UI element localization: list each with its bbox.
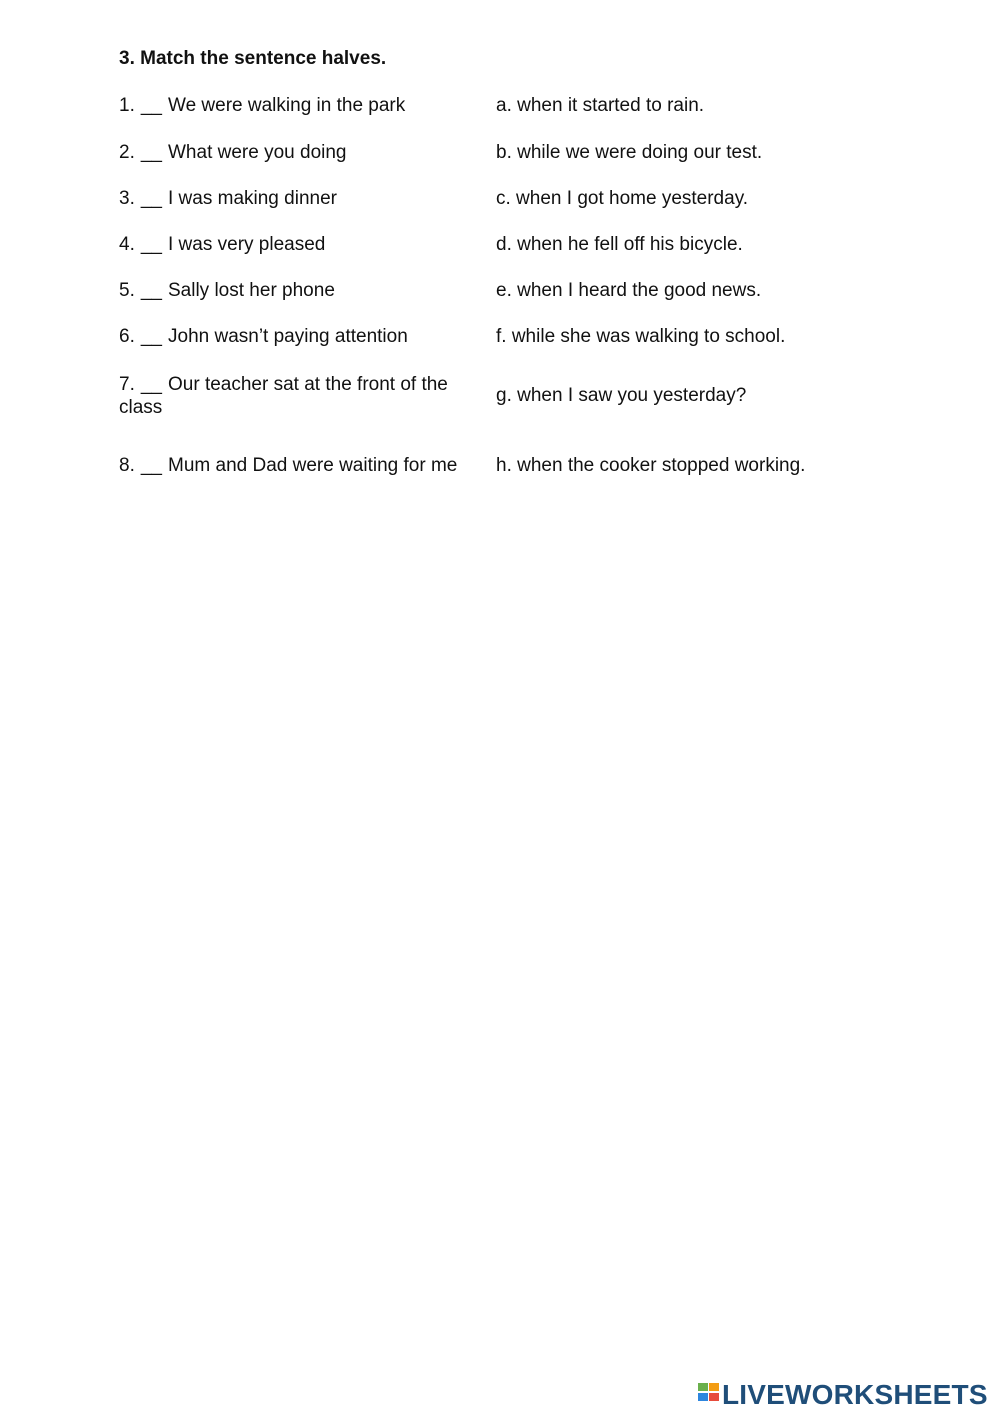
match-row: [119, 141, 879, 164]
sentence-second-half: c. when I got home yesterday.: [496, 188, 749, 209]
liveworksheets-logo: [698, 1378, 988, 1412]
logo-mark-icon: [698, 1381, 720, 1409]
answer-blank[interactable]: __: [140, 142, 162, 163]
item-number: 5.: [119, 280, 135, 301]
answer-blank[interactable]: __: [140, 95, 162, 116]
sentence-first-half: [119, 279, 459, 302]
first-half-text: Mum and Dad were waiting for me: [168, 455, 458, 476]
sentence-second-half: a. when it started to rain.: [496, 95, 705, 116]
item-number: 7.: [119, 373, 135, 395]
first-half-text: Sally lost her phone: [168, 280, 335, 301]
item-number: 3.: [119, 188, 135, 209]
sentence-first-half: [119, 141, 459, 164]
match-row: [119, 325, 879, 348]
answer-blank[interactable]: __: [140, 326, 162, 347]
match-row: [119, 279, 879, 302]
item-number: 4.: [119, 234, 135, 255]
logo-square-red: [709, 1393, 719, 1401]
logo-square-orange: [709, 1383, 719, 1391]
sentence-second-half: h. when the cooker stopped working.: [496, 455, 806, 476]
answer-blank[interactable]: __: [140, 188, 162, 209]
item-number: 8.: [119, 455, 135, 476]
match-row: [119, 442, 879, 489]
logo-square-blue: [698, 1393, 708, 1401]
match-row: [119, 372, 879, 419]
sentence-first-half: [119, 94, 459, 117]
exercise-title: 3. Match the sentence halves.: [119, 48, 387, 69]
item-number: 6.: [119, 326, 135, 347]
answer-blank[interactable]: __: [140, 455, 162, 476]
match-row: [119, 233, 879, 256]
sentence-first-half: [119, 373, 459, 419]
sentence-first-half: [119, 233, 459, 256]
item-number: 2.: [119, 142, 135, 163]
first-half-text: What were you doing: [168, 142, 347, 163]
logo-square-green: [698, 1383, 708, 1391]
logo-text: LIVEWORKSHEETS: [722, 1379, 988, 1410]
first-half-text: We were walking in the park: [168, 95, 406, 116]
answer-blank[interactable]: __: [140, 280, 162, 301]
first-half-text: John wasn’t paying attention: [168, 326, 408, 347]
match-row: [119, 94, 879, 117]
sentence-first-half: [119, 325, 459, 348]
match-row: [119, 187, 879, 210]
first-half-text: I was making dinner: [168, 188, 337, 209]
sentence-second-half: e. when I heard the good news.: [496, 280, 762, 301]
sentence-first-half: [119, 187, 459, 210]
item-number: 1.: [119, 95, 135, 116]
sentence-second-half: f. while she was walking to school.: [496, 326, 786, 347]
sentence-first-half: [119, 454, 459, 477]
sentence-second-half: g. when I saw you yesterday?: [496, 385, 747, 406]
answer-blank[interactable]: __: [140, 373, 162, 395]
sentence-second-half: d. when he fell off his bicycle.: [496, 234, 743, 255]
answer-blank[interactable]: __: [140, 234, 162, 255]
first-half-text: I was very pleased: [168, 234, 326, 255]
first-half-text: Our teacher sat at the front of the class: [119, 373, 448, 418]
sentence-second-half: b. while we were doing our test.: [496, 142, 763, 163]
